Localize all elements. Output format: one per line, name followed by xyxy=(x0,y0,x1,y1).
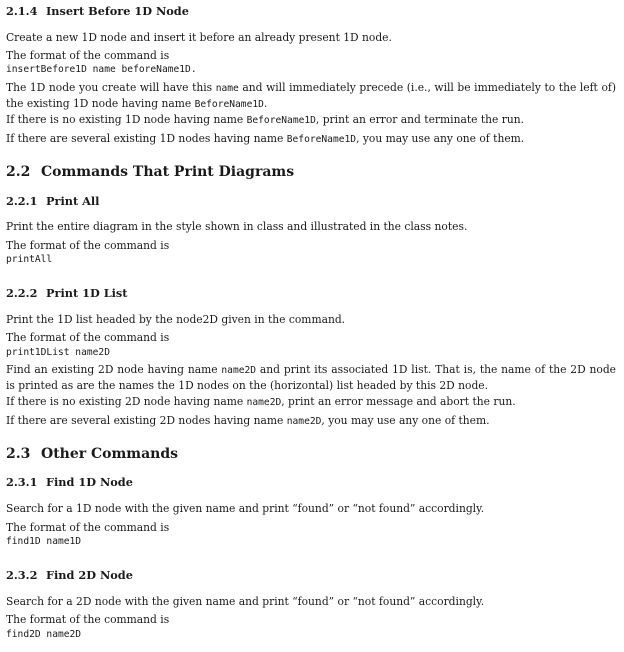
section-title: Insert Before 1D Node xyxy=(46,4,189,18)
section-number: 2.3.1 xyxy=(6,475,38,489)
command-syntax: insertBefore1D name beforeName1D. xyxy=(6,64,197,75)
command-syntax: find1D name1D xyxy=(6,536,82,547)
paragraph: Find an existing 2D node having name name2D and print its associated 1D list. That is, the name of the 2D node is printed as are the names the 1D nodes on the (horizontal) list headed by this 2D node. xyxy=(6,363,616,392)
section-number: 2.2.2 xyxy=(6,286,38,300)
section-number: 2.2 xyxy=(6,164,31,180)
section-title: Print All xyxy=(46,194,100,208)
section-heading-2-2-1 xyxy=(6,194,616,209)
command-syntax: print1DList name2D xyxy=(6,347,110,358)
format-label: The format of the command is xyxy=(6,521,170,534)
paragraph: If there are several existing 1D nodes having name BeforeName1D, you may use any one of them. xyxy=(6,132,525,145)
paragraph: The 1D node you create will have this name and will immediately precede (i.e., will be immediately to the left of) the existing 1D node having name BeforeName1D. xyxy=(6,81,616,110)
section-number: 2.2.1 xyxy=(6,194,38,208)
command-syntax: printAll xyxy=(6,254,53,265)
command-syntax: find2D name2D xyxy=(6,629,82,640)
paragraph: If there are several existing 2D nodes having name name2D, you may use any one of them. xyxy=(6,414,490,427)
section-title: Print 1D List xyxy=(46,286,128,300)
paragraph: Print the 1D list headed by the node2D given in the command. xyxy=(6,313,346,326)
section-heading-2-2 xyxy=(6,165,616,180)
section-title: Other Commands xyxy=(41,446,179,462)
paragraph: Search for a 2D node with the given name and print “found” or “not found” accordingly. xyxy=(6,595,485,608)
paragraph: Print the entire diagram in the style shown in class and illustrated in the class notes. xyxy=(6,220,468,233)
section-heading-2-3-2 xyxy=(6,568,616,583)
section-title: Find 2D Node xyxy=(46,568,133,582)
format-label: The format of the command is xyxy=(6,331,170,344)
format-label: The format of the command is xyxy=(6,239,170,252)
paragraph: If there is no existing 1D node having name BeforeName1D, print an error and terminate the run. xyxy=(6,113,525,126)
section-heading-2-3-1 xyxy=(6,475,616,490)
format-label: The format of the command is xyxy=(6,613,170,626)
section-heading-2-1-4 xyxy=(6,4,616,19)
section-number: 2.3.2 xyxy=(6,568,38,582)
section-title: Commands That Print Diagrams xyxy=(41,164,295,180)
section-heading-2-2-2 xyxy=(6,286,616,301)
paragraph: Search for a 1D node with the given name and print “found” or “not found” accordingly. xyxy=(6,502,485,515)
section-heading-2-3 xyxy=(6,447,616,462)
paragraph: If there is no existing 2D node having name name2D, print an error message and abort the run. xyxy=(6,395,516,408)
section-title: Find 1D Node xyxy=(46,475,133,489)
format-label: The format of the command is xyxy=(6,49,170,62)
section-number: 2.3 xyxy=(6,446,31,462)
paragraph: Create a new 1D node and insert it before an already present 1D node. xyxy=(6,31,392,44)
section-number: 2.1.4 xyxy=(6,4,38,18)
